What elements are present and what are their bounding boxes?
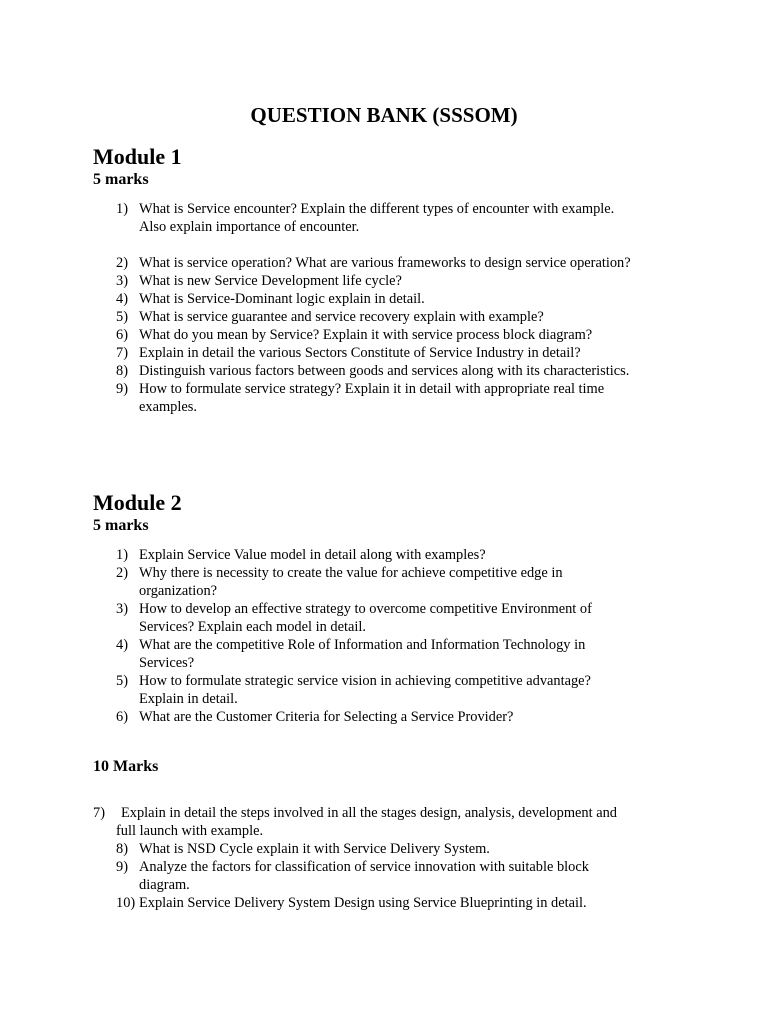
question-text: Distinguish various factors between goods and services along with its characteristics. bbox=[139, 363, 630, 379]
list-item bbox=[93, 564, 683, 600]
question-number: 6) bbox=[116, 709, 128, 725]
question-text-continued: Also explain importance of encounter. bbox=[139, 219, 360, 235]
list-item bbox=[93, 600, 683, 636]
module-2-question-list bbox=[93, 546, 683, 726]
question-7 bbox=[93, 804, 674, 840]
question-number: 6) bbox=[116, 327, 128, 343]
question-text-continued: Services? bbox=[139, 655, 195, 671]
question-number: 8) bbox=[116, 841, 128, 857]
question-number: 2) bbox=[116, 565, 128, 581]
question-text-continued: Services? Explain each model in detail. bbox=[139, 619, 366, 635]
list-item bbox=[93, 894, 683, 912]
question-number: 8) bbox=[116, 363, 128, 379]
list-item bbox=[93, 272, 683, 290]
module-1-heading: Module 1 bbox=[93, 144, 182, 169]
question-number: 3) bbox=[116, 273, 128, 289]
list-item bbox=[93, 546, 683, 564]
question-text: What is Service encounter? Explain the different types of encounter with example. bbox=[139, 201, 615, 217]
question-text: What is new Service Development life cycle? bbox=[139, 273, 402, 289]
question-number: 4) bbox=[116, 291, 128, 307]
question-text: Why there is necessity to create the value for achieve competitive edge in bbox=[139, 565, 563, 581]
list-item bbox=[93, 708, 683, 726]
question-text: Analyze the factors for classification of service innovation with suitable block bbox=[139, 859, 589, 875]
module-2-marks-heading: 5 marks bbox=[93, 517, 149, 534]
question-text: Explain Service Delivery System Design using Service Blueprinting in detail. bbox=[139, 895, 587, 911]
list-item bbox=[93, 672, 683, 708]
list-item bbox=[93, 636, 683, 672]
question-text-continued: Explain in detail. bbox=[139, 691, 238, 707]
question-number: 4) bbox=[116, 637, 128, 653]
list-item bbox=[93, 362, 683, 380]
question-text-continued: diagram. bbox=[139, 877, 190, 893]
question-number: 9) bbox=[116, 859, 128, 875]
question-text: What is NSD Cycle explain it with Service Delivery System. bbox=[139, 841, 490, 857]
question-text: Explain Service Value model in detail along with examples? bbox=[139, 547, 486, 563]
list-item bbox=[93, 326, 683, 344]
ten-marks-question-list bbox=[93, 840, 683, 912]
question-number: 9) bbox=[116, 381, 128, 397]
ten-marks-heading: 10 Marks bbox=[93, 758, 159, 775]
question-number: 1) bbox=[116, 201, 128, 217]
question-text: What are the Customer Criteria for Selecting a Service Provider? bbox=[139, 709, 514, 725]
question-text: How to formulate strategic service vision in achieving competitive advantage? bbox=[139, 673, 591, 689]
question-text: What is service guarantee and service recovery explain with example? bbox=[139, 309, 544, 325]
list-item bbox=[93, 840, 683, 858]
list-item bbox=[93, 254, 683, 272]
question-text: What are the competitive Role of Information and Information Technology in bbox=[139, 637, 586, 653]
question-text-continued: full launch with example. bbox=[116, 823, 264, 839]
question-text-continued: examples. bbox=[139, 399, 197, 415]
module-2-heading: Module 2 bbox=[93, 490, 182, 515]
question-text-continued: organization? bbox=[139, 583, 218, 599]
list-item bbox=[93, 344, 683, 362]
list-item bbox=[93, 858, 683, 894]
question-number: 5) bbox=[116, 309, 128, 325]
document-title: QUESTION BANK (SSSOM) bbox=[250, 103, 518, 127]
question-text: What is service operation? What are various frameworks to design service operation? bbox=[139, 255, 631, 271]
question-number: 1) bbox=[116, 547, 128, 563]
question-number: 2) bbox=[116, 255, 128, 271]
question-number: 7) bbox=[116, 345, 128, 361]
question-text: What is Service-Dominant logic explain in detail. bbox=[139, 291, 425, 307]
list-item bbox=[93, 380, 683, 416]
question-text: Explain in detail the various Sectors Constitute of Service Industry in detail? bbox=[139, 345, 581, 361]
list-item bbox=[93, 200, 683, 236]
question-text: Explain in detail the steps involved in all the stages design, analysis, development and bbox=[121, 805, 617, 821]
question-number: 7) bbox=[93, 805, 105, 821]
module-1-marks-heading: 5 marks bbox=[93, 171, 149, 188]
question-number: 5) bbox=[116, 673, 128, 689]
question-number: 3) bbox=[116, 601, 128, 617]
question-text: How to develop an effective strategy to overcome competitive Environment of bbox=[139, 601, 592, 617]
question-number: 10) bbox=[116, 895, 136, 911]
question-text: What do you mean by Service? Explain it with service process block diagram? bbox=[139, 327, 593, 343]
module-1-question-list bbox=[93, 200, 683, 416]
list-item bbox=[93, 290, 683, 308]
list-item bbox=[93, 308, 683, 326]
question-text: How to formulate service strategy? Explain it in detail with appropriate real time bbox=[139, 381, 605, 397]
